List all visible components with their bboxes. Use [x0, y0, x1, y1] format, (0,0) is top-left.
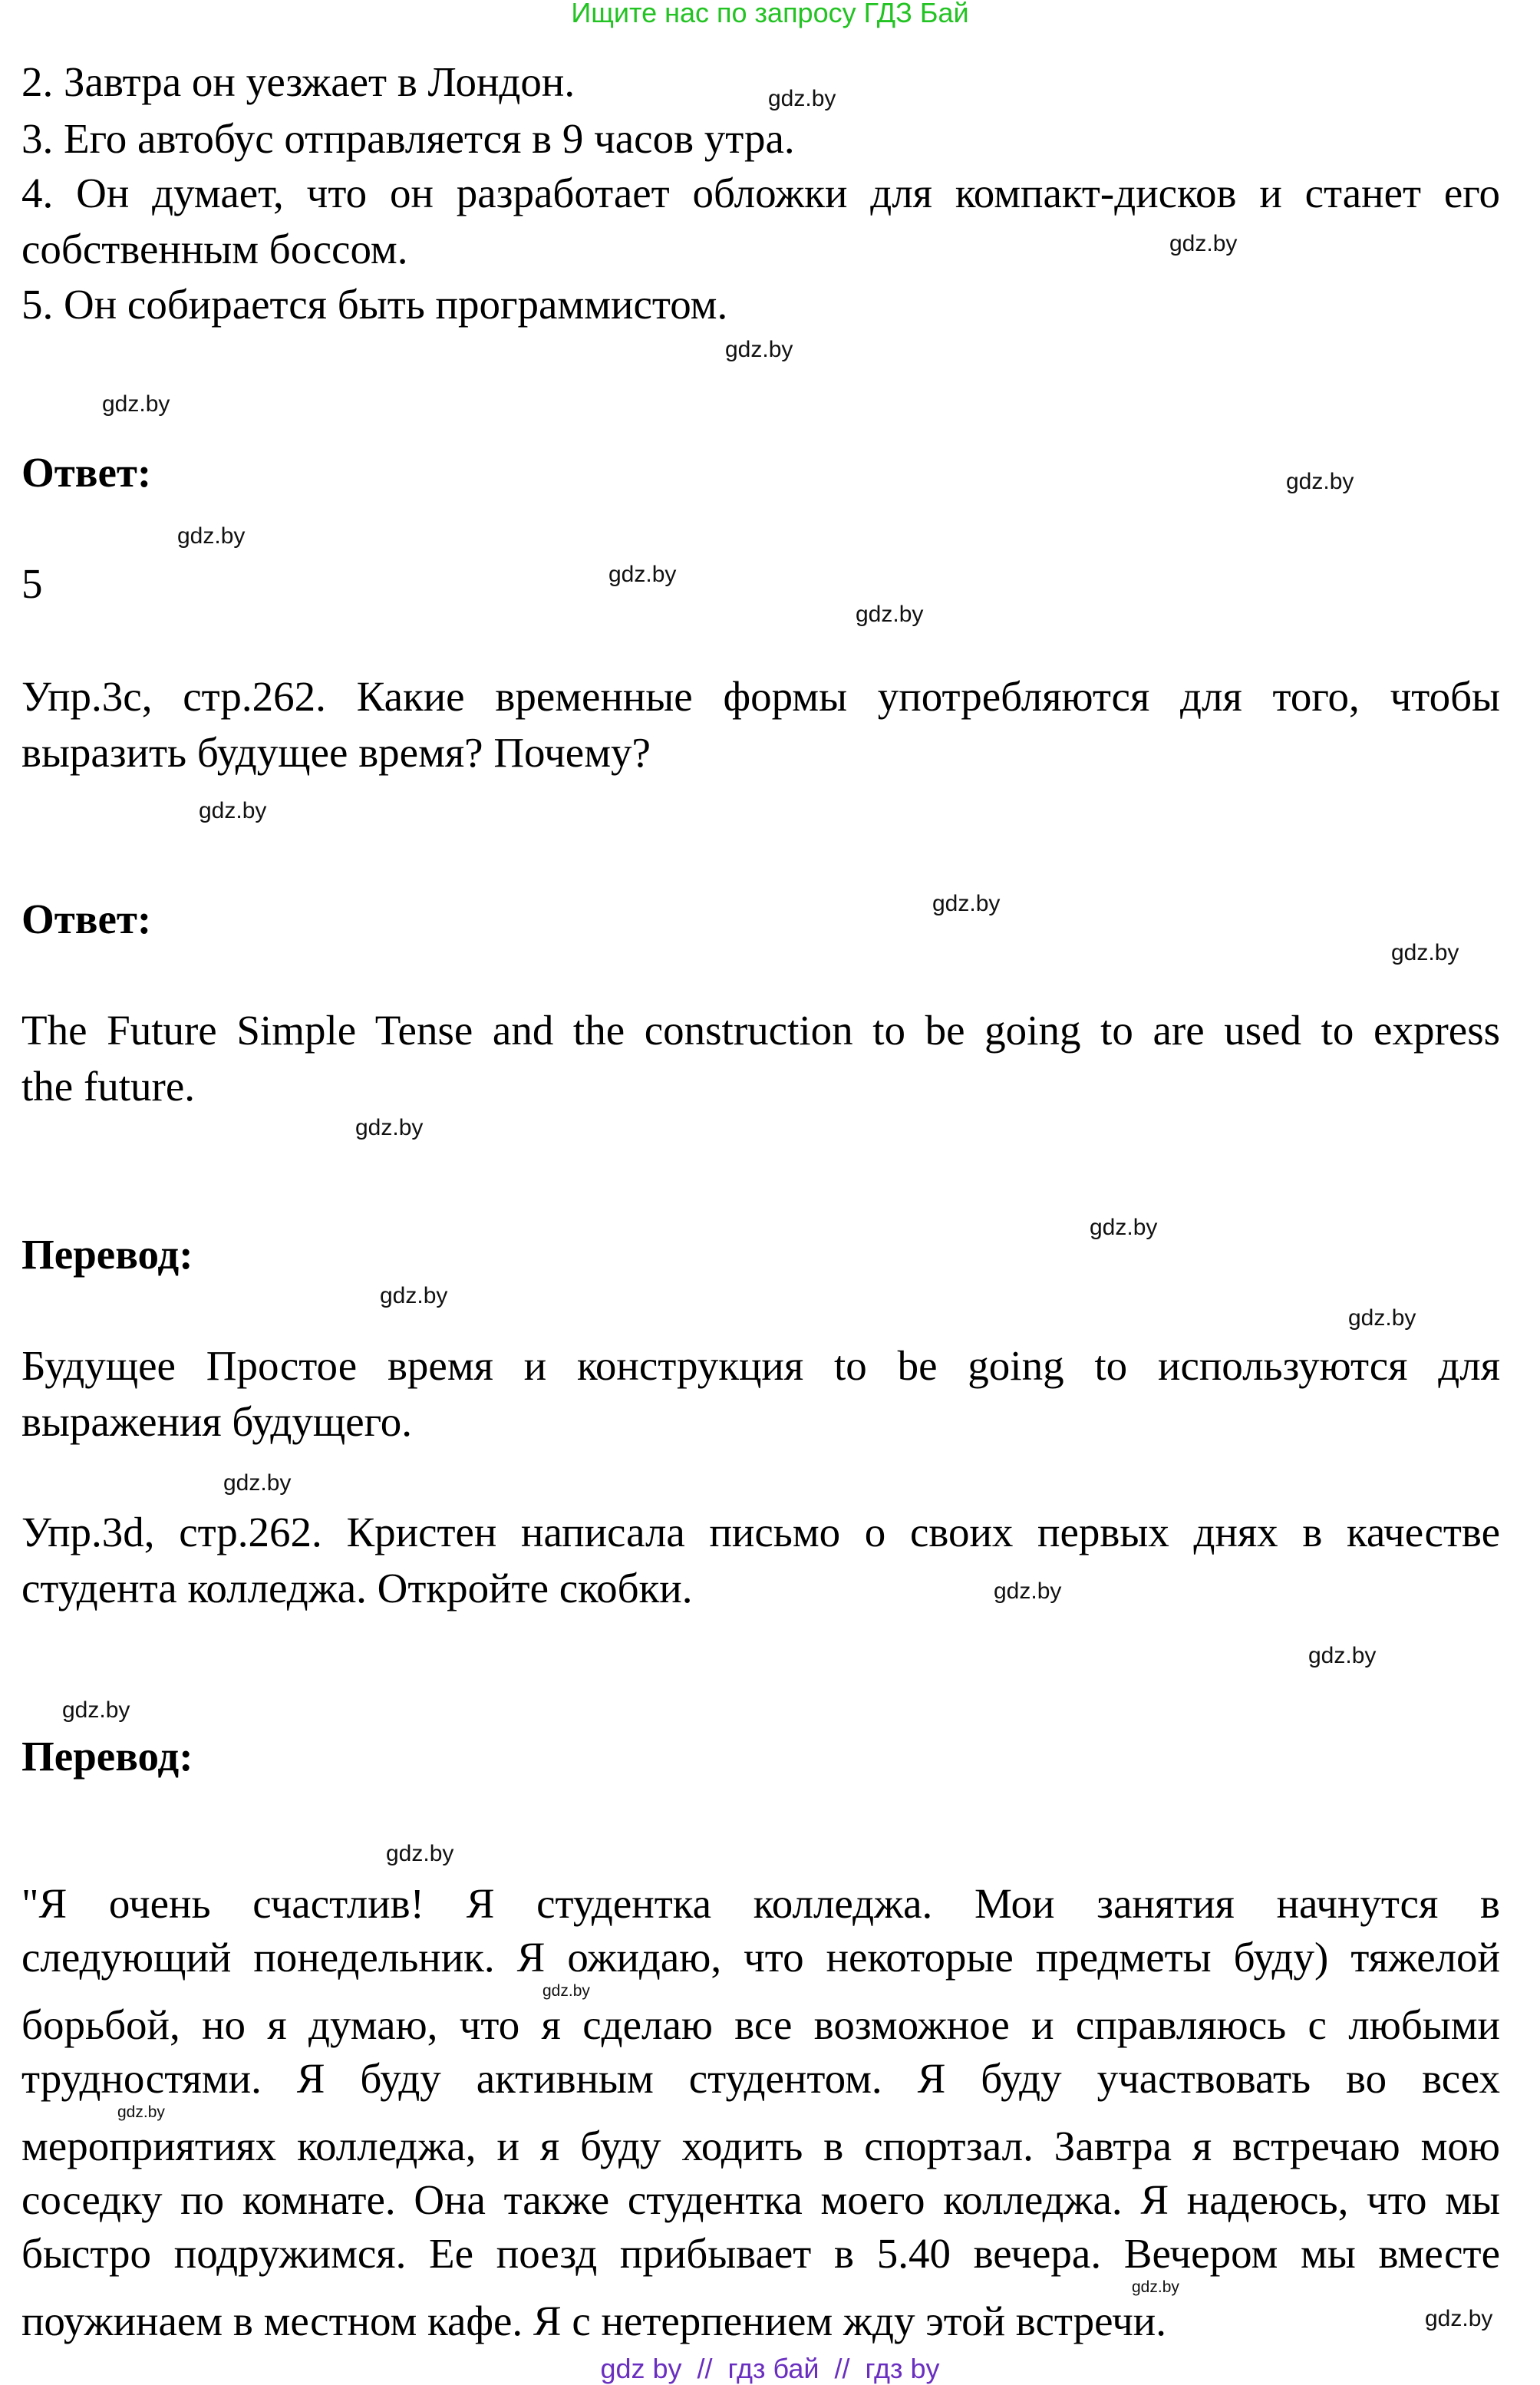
watermark: gdz.by [117, 2103, 165, 2121]
watermark: gdz.by [1391, 940, 1459, 965]
text-line: соседку по комнате. Она также студентка моего колледжа. Я надеюсь, что мы [21, 2176, 1500, 2223]
text-line: Перевод: [21, 1733, 193, 1780]
text-line: 3. Его автобус отправляется в 9 часов утра. [21, 115, 795, 162]
exercise-3c [21, 669, 1500, 780]
watermark: gdz.by [1286, 469, 1354, 494]
watermark: gdz.by [608, 562, 677, 587]
watermark: gdz.by [1090, 1215, 1158, 1240]
watermark: gdz.by [199, 798, 267, 823]
watermark: gdz.by [1169, 231, 1238, 256]
watermark: gdz.by [380, 1283, 448, 1308]
watermark: gdz.by [355, 1115, 424, 1140]
watermark: gdz.by [856, 602, 924, 627]
text-line: выразить будущее время? Почему? [21, 728, 651, 776]
answer-heading-1 [21, 445, 1500, 501]
text-line: собственным боссом. [21, 225, 408, 272]
text-line: борьбой, но я думаю, что я сделаю все возможное и справляюсь с любыми [21, 2001, 1500, 2048]
text-line: студента колледжа. Откройте скобки. [21, 1564, 693, 1611]
watermark: gdz.by [177, 523, 246, 549]
text-line: Будущее Простое время и конструкция to be going to используются для [21, 1342, 1500, 1389]
text-line: Упр.3d, стр.262. Кристен написала письмо о своих первых днях в качестве [21, 1509, 1500, 1555]
watermark: gdz.by [768, 86, 836, 111]
text-line: 4. Он думает, что он разработает обложки для компакт-дисков и станет его [21, 170, 1500, 216]
text-line: Перевод: [21, 1231, 193, 1278]
watermark: gdz.by [1425, 2306, 1493, 2331]
answer-3c-english [21, 1003, 1500, 1114]
translation-3c [21, 1338, 1500, 1450]
exercise-3d [21, 1505, 1500, 1616]
text-line: быстро подружимся. Ее поезд прибывает в 5.40 вечера. Вечером мы вместе [21, 2230, 1500, 2277]
answer-heading-2 [21, 892, 1500, 948]
letter-translation [21, 1877, 1500, 2348]
watermark: gdz.by [725, 337, 793, 362]
footer-links[interactable]: gdz by // гдз бай // гдз by [600, 2353, 940, 2384]
text-line: поужинаем в местном кафе. Я с нетерпением жду этой встречи. [21, 2298, 1166, 2344]
watermark: gdz.by [1132, 2278, 1179, 2296]
text-line: Упр.3с, стр.262. Какие временные формы употребляются для того, чтобы [21, 673, 1500, 720]
watermark: gdz.by [223, 1470, 292, 1496]
text-line: Ответ: [21, 896, 152, 942]
search-hint-banner: Ищите нас по запросу ГДЗ Бай [571, 0, 969, 28]
text-line: The Future Simple Tense and the construction to be going to are used to express [21, 1007, 1500, 1054]
watermark: gdz.by [994, 1578, 1062, 1604]
text-line: выражения будущего. [21, 1397, 413, 1445]
answer-item-3 [21, 111, 1500, 167]
watermark: gdz.by [62, 1697, 130, 1723]
text-line: Ответ: [21, 449, 152, 496]
answer-item-5 [21, 277, 1500, 333]
text-line: 5 [21, 560, 43, 607]
watermark: gdz.by [1348, 1305, 1416, 1331]
watermark: gdz.by [542, 1982, 590, 2000]
answer-item-4 [21, 166, 1500, 277]
text-line: 5. Он собирается быть программистом. [21, 281, 728, 328]
watermark: gdz.by [1308, 1643, 1377, 1668]
text-line: трудностями. Я буду активным студентом. Я буду участвовать во всех [21, 2055, 1500, 2102]
translation-heading-1 [21, 1227, 1500, 1283]
text-line: "Я очень счастлив! Я студентка колледжа. Мои занятия начнутся в [21, 1880, 1500, 1927]
text-line: the future. [21, 1062, 196, 1110]
answer-value-5 [21, 556, 1500, 612]
text-line: следующий понедельник. Я ожидаю, что некоторые предметы буду) тяжелой [21, 1934, 1500, 1981]
watermark: gdz.by [932, 891, 1001, 916]
text-line: мероприятиях колледжа, и я буду ходить в спортзал. Завтра я встречаю мою [21, 2123, 1500, 2169]
watermark: gdz.by [386, 1841, 454, 1866]
answer-item-2 [21, 54, 1500, 111]
translation-heading-2 [21, 1729, 1500, 1785]
text-line: 2. Завтра он уезжает в Лондон. [21, 58, 575, 105]
watermark: gdz.by [102, 391, 170, 417]
